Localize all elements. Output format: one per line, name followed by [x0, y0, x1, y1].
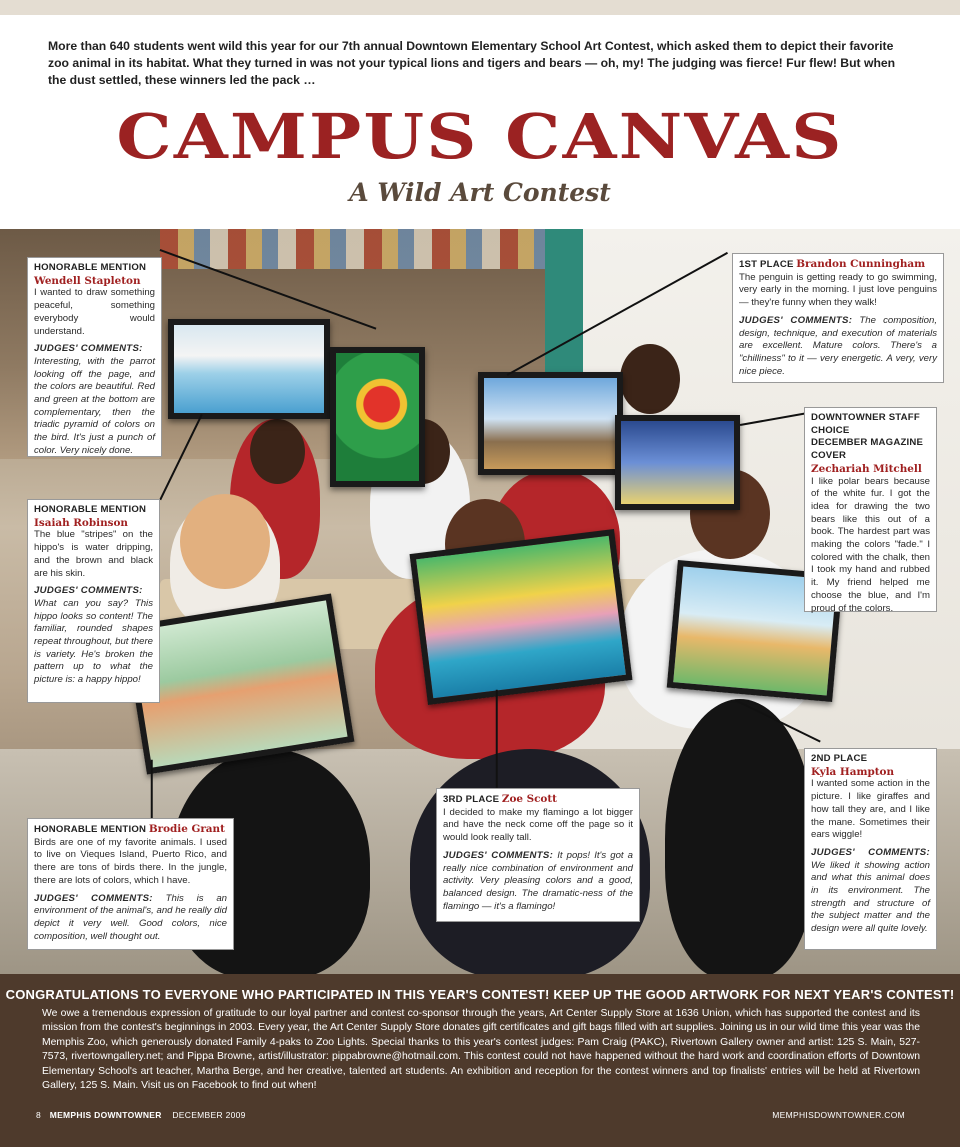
footer-website: MEMPHISDOWNTOWNER.COM — [772, 1110, 905, 1120]
bulletin-board — [545, 229, 583, 379]
winner-name: Brodie Grant — [148, 823, 225, 835]
award-label: HONORABLE MENTION — [34, 504, 147, 515]
connector-line — [151, 760, 153, 820]
judges-label: JUDGES' COMMENTS: — [811, 846, 930, 858]
callout-kyla-hampton — [804, 748, 937, 950]
judges-comments: Interesting, with the parrot looking off the page, and the colors are beautiful. Red and green at the bottom are complementary, then the triadic pyramid of colors on the bird. It's just a punch of color. Very nicely done. — [34, 355, 155, 456]
winner-name: Brandon Cunningham — [796, 258, 926, 270]
page-subtitle: A Wild Art Contest — [349, 178, 611, 207]
award-label: 2ND PLACE — [811, 753, 868, 764]
student-figure — [250, 419, 305, 484]
award-label: HONORABLE MENTION — [34, 824, 147, 835]
student-figure — [665, 699, 815, 974]
artwork-hippo — [168, 319, 330, 419]
judges-label: JUDGES' COMMENTS: — [34, 585, 143, 597]
student-figure — [620, 344, 680, 414]
artwork-flamingo — [410, 529, 633, 705]
thanks-paragraph: We owe a tremendous expression of gratitude to our loyal partner and contest co-sponsor through the years, Art Center Supply Store at 1636 Union, which has supported the contest and its mission from the contest's beginnings in 2003. Every year, the Art Center Supply Store donates gift certificates and gift bags filled with art supplies. Joining us in our wild time this year was the Memphis Zoo, which generously donated Family 4-paks to Zoo Lights. Special thanks to this year's contest judges: Pam Craig (PAKC), Rivertown Gallery owner and artist: 125 S. Main, 527-7573, rivertowngallery.net; and Pippa Browne, artist/illustrator: pippabrowne@hotmail.com. This contest could not have happened without the hard work and coordination efforts of Downtown Elementary School's art teacher, Martha Berge, and her creative, talented art students. An exhibition and reception for the contest winners and top finalists' entries will be held at Rivertown Gallery, 125 S. Main. Visit us on Facebook to find out when! — [42, 1008, 920, 1092]
award-label: DOWNTOWNER STAFF CHOICE — [811, 412, 920, 436]
connector-line — [496, 690, 498, 788]
judges-label: JUDGES' COMMENTS: — [34, 343, 143, 355]
judges-comments: We liked it showing action and what this animal does in its environment. The strength and structure of the subject matter and the design were all quite lovely. — [811, 859, 930, 935]
artist-statement: The blue "stripes" on the hippo's is water dripping, and the brown and black are his skin. — [34, 529, 153, 579]
judges-comments: The composition, design, technique, and execution of materials are excellent. Mature colors. There's a "chilliness" to it — very energetic. A very, very nice piece. — [739, 314, 937, 377]
page-title: CAMPUS CANVAS — [116, 100, 844, 173]
winner-name: Zechariah Mitchell — [811, 462, 922, 475]
artist-statement: I decided to make my flamingo a lot bigger and have the neck come off the page so it would look really tall. — [443, 806, 633, 844]
artwork-polar-bears — [615, 415, 740, 510]
page-number: 8 — [36, 1110, 42, 1120]
callout-zoe-scott — [436, 788, 640, 922]
callout-zechariah-mitchell — [804, 407, 937, 612]
artist-statement: The penguin is getting ready to go swimming, very early in the morning. I just love penguins — they're funny when they walk! — [739, 271, 937, 309]
award-label: 3RD PLACE — [443, 794, 500, 805]
judges-label: JUDGES' COMMENTS: — [443, 849, 554, 861]
callout-brodie-grant — [27, 818, 234, 950]
artwork-penguin — [478, 372, 623, 475]
callout-wendell-stapleton — [27, 257, 162, 457]
judges-comments: This is an environment of the animal's, and he really did depict it very well. Good colors, nice composition, well thought out. — [34, 892, 227, 942]
top-band — [0, 0, 960, 15]
callout-brandon-cunningham — [732, 253, 944, 383]
judges-comments: It pops! It's got a really nice combination of environment and activity. Very pleasing colors and a good, balanced design. The dramatic-ness of the flamingo — it's a flamingo! — [443, 849, 634, 912]
student-figure — [180, 494, 270, 589]
winner-name: Wendell Stapleton — [34, 274, 141, 287]
award-label: 1ST PLACE — [739, 259, 794, 270]
award-label: HONORABLE MENTION — [34, 262, 147, 273]
callout-isaiah-robinson — [27, 499, 160, 703]
footer-left — [36, 1110, 246, 1120]
artist-statement: I like polar bears because of the white fur. I got the idea for drawing the two bears like this out of a book. The hardest part was making the colors "fade." I colored with the chalk, then I took my hand and rubbed it. My friend helped me choose the blue, and I'm proud of the colors. — [811, 475, 930, 614]
congrats-heading: CONGRATULATIONS TO EVERYONE WHO PARTICIPATED IN THIS YEAR'S CONTEST! KEEP UP THE GOOD ARTWORK FOR NEXT YEAR'S CONTEST! — [5, 987, 955, 1002]
judges-label: JUDGES' COMMENTS: — [739, 314, 853, 326]
winner-name: Zoe Scott — [501, 793, 557, 805]
winner-name: Isaiah Robinson — [34, 516, 128, 529]
intro-paragraph: More than 640 students went wild this year for our 7th annual Downtown Elementary School Art Contest, which asked them to depict their favorite zoo animal in its habitat. What they turned in was not your typical lions and tigers and bears — oh, my! The judging was fierce! Fur flew! But when the dust settled, these winners led the pack … — [48, 39, 896, 87]
artist-statement: I wanted some action in the picture. I like giraffes and how tall they are, and I like the mane. Sometimes their ears wiggle! — [811, 778, 930, 841]
judges-comments: What can you say? This hippo looks so content! The familiar, rounded shapes repeat throughout, but there is variety. He's broken the pattern up to what the picture is: a happy hippo! — [34, 597, 153, 686]
judges-label: JUDGES' COMMENTS: — [34, 892, 153, 904]
artist-statement: I wanted to draw something peaceful, something everybody would understand. — [34, 287, 155, 337]
supply-shelf — [160, 229, 560, 269]
magazine-name: MEMPHIS DOWNTOWNER — [49, 1110, 162, 1120]
winner-name: Kyla Hampton — [811, 765, 894, 778]
artist-statement: Birds are one of my favorite animals. I used to live on Vieques Island, Puerto Rico, and there are tons of birds there. In the jungle, there are lots of colors, which I have. — [34, 836, 227, 886]
award-label-2: DECEMBER MAGAZINE COVER — [811, 437, 924, 462]
issue-date: DECEMBER 2009 — [172, 1110, 246, 1120]
artwork-parrot — [330, 347, 425, 487]
